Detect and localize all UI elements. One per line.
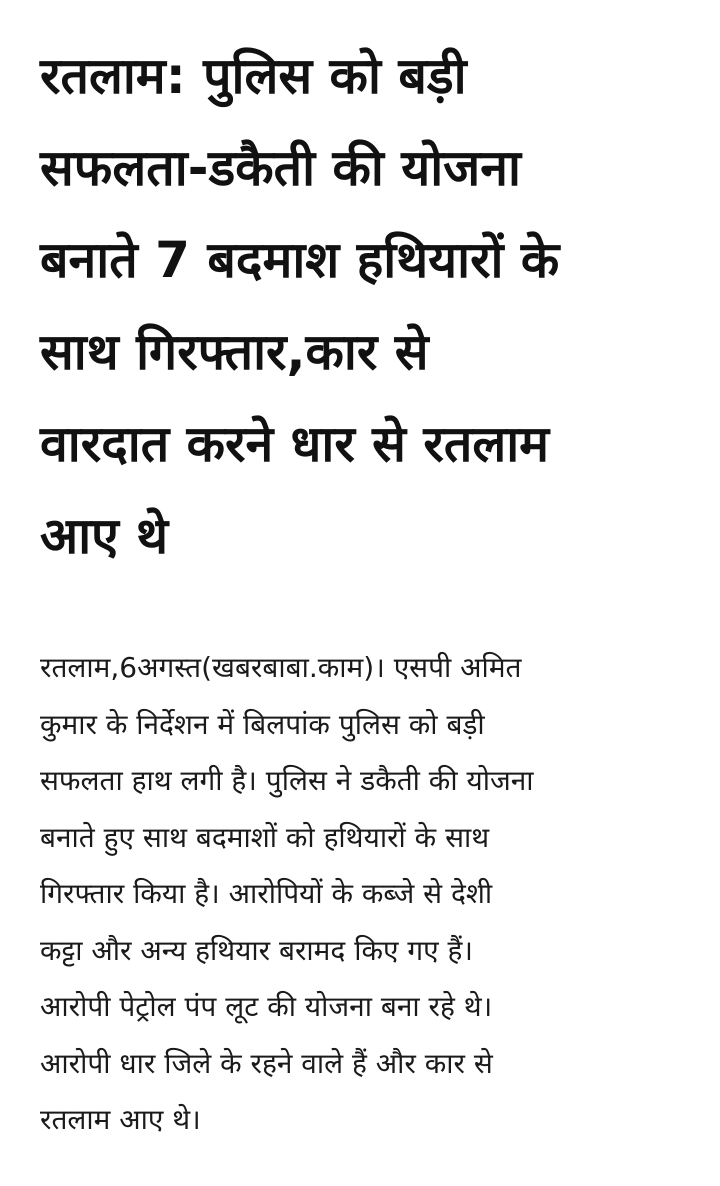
body-line: आरोपी पेट्रोल पंप लूट की योजना बना रहे थे। — [40, 990, 493, 1023]
headline-line: सफलता-डकैती की योजना — [40, 139, 521, 197]
headline-line: रतलाम: पुलिस को बड़ी — [40, 47, 467, 105]
body-line: रतलाम,6अगस्त(खबरबाबा.काम)। एसपी अमित — [40, 651, 522, 684]
headline-line: वारदात करने धार से रतलाम — [40, 415, 550, 473]
article-headline — [40, 30, 690, 582]
article-body — [40, 640, 700, 1149]
headline-line: साथ गिरफ्तार,कार से — [40, 323, 429, 381]
headline-line: बनाते 7 बदमाश हथियारों के — [40, 231, 560, 289]
body-line: रतलाम आए थे। — [40, 1103, 201, 1136]
body-line: कट्टा और अन्य हथियार बरामद किए गए हैं। — [40, 933, 473, 967]
news-article — [40, 30, 690, 1136]
body-line: सफलता हाथ लगी है। पुलिस ने डकैती की योजना — [40, 764, 534, 797]
headline-line: आए थे — [40, 507, 169, 565]
body-line: आरोपी धार जिले के रहने वाले हैं और कार से — [40, 1046, 493, 1080]
body-line: गिरफ्तार किया है। आरोपियों के कब्जे से देशी — [40, 877, 493, 910]
body-line: बनाते हुए साथ बदमाशों को हथियारों के साथ — [40, 820, 490, 854]
body-line: कुमार के निर्देशन में बिलपांक पुलिस को बड़ी — [40, 707, 485, 741]
